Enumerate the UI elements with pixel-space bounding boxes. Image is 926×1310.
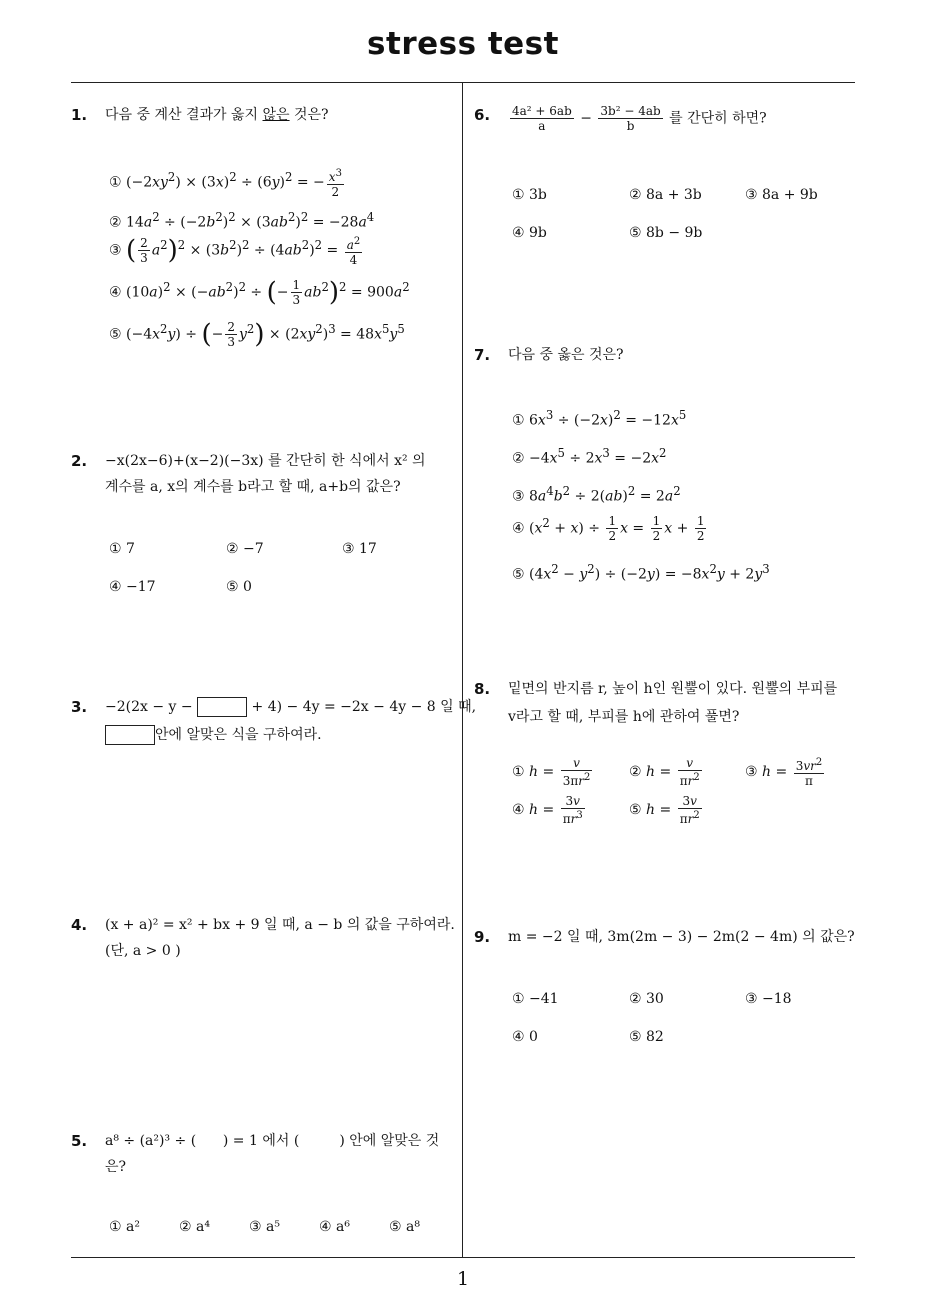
- question-text-line1: −2(2x − y − + 4) − 4y = −2x − 4y − 8 일 때,: [105, 699, 477, 715]
- question-text: 다음 중 계산 결과가 옳지 않은 것은?: [105, 107, 329, 123]
- option-5[interactable]: ⑤ a⁸: [389, 1219, 420, 1235]
- option-2[interactable]: ② −7: [226, 541, 264, 557]
- option-1[interactable]: ① h = $\frac{v}{3\pi r^2}$: [512, 756, 591, 788]
- question-number: 3.: [71, 698, 88, 716]
- question-number: 9.: [474, 928, 491, 946]
- option-3[interactable]: ③ 17: [342, 541, 377, 557]
- option-1[interactable]: ① 7: [109, 541, 135, 557]
- option-3[interactable]: ③ ( $\frac{2}{3}$ $a^2)^2 \times (3b^2)^2 \div (4ab^2)^2$ = $\frac{a^2}{4}$: [109, 235, 361, 267]
- option-5[interactable]: ⑤ h = $\frac{3v}{\pi r^2}$: [629, 794, 700, 826]
- option-4[interactable]: ④ −17: [109, 579, 156, 595]
- option-3[interactable]: ③ $8a^4b^2 \div 2(ab)^2 = 2a^2$: [512, 484, 681, 505]
- option-2[interactable]: ② h = $\frac{v}{\pi r^2}$: [629, 756, 700, 788]
- option-4[interactable]: ④ 9b: [512, 225, 547, 241]
- question-3: [71, 694, 477, 754]
- option-4[interactable]: ④ $(10a)^2 \times (-ab^2)^2$ ÷ (− $\frac{1}{3}$ $ab^2)^2 = 900a^2$: [109, 277, 410, 308]
- question-8: [474, 676, 859, 836]
- option-1[interactable]: ① −41: [512, 991, 559, 1007]
- answer-box: [197, 697, 247, 717]
- question-text-line2: 계수를 a, x의 계수를 b라고 할 때, a+b의 값은?: [105, 479, 401, 495]
- question-text-line1: −x(2x−6)+(x−2)(−3x) 를 간단히 한 식에서 x² 의: [105, 453, 426, 469]
- option-1[interactable]: ① a²: [109, 1219, 140, 1235]
- question-1: [71, 102, 456, 362]
- page-title: stress test: [367, 26, 559, 62]
- option-5[interactable]: ⑤ 82: [629, 1029, 664, 1045]
- question-number: 4.: [71, 916, 88, 934]
- option-4[interactable]: ④ h = $\frac{3v}{\pi r^3}$: [512, 794, 583, 826]
- question-text-line2: (단, a > 0 ): [105, 943, 181, 959]
- option-3[interactable]: ③ −18: [745, 991, 792, 1007]
- option-1[interactable]: ① $(-2xy^2) \times (3x)^2 \div (6y)^2$ = − $\frac{x^3}{2}$: [109, 167, 342, 199]
- footer-rule: [71, 1257, 855, 1258]
- option-2[interactable]: ② 30: [629, 991, 664, 1007]
- option-2[interactable]: ② $-4x^5 \div 2x^3 = -2x^2$: [512, 446, 667, 467]
- option-3[interactable]: ③ h = $\frac{3vr^2}{\pi}$: [745, 757, 823, 788]
- question-7: [474, 342, 859, 582]
- option-5[interactable]: ⑤ 0: [226, 579, 252, 595]
- question-number: 7.: [474, 346, 491, 364]
- option-4[interactable]: ④ a⁶: [319, 1219, 350, 1235]
- option-4[interactable]: ④ 0: [512, 1029, 538, 1045]
- option-2[interactable]: ② a⁴: [179, 1219, 210, 1235]
- header-rule: [71, 82, 855, 83]
- question-text-line2: 안에 알맞은 식을 구하여라.: [105, 722, 322, 748]
- option-3[interactable]: ③ a⁵: [249, 1219, 280, 1235]
- question-number: 8.: [474, 680, 491, 698]
- option-5[interactable]: ⑤ $(4x^2 - y^2) \div (-2y) = -8x^2y + 2y^3$: [512, 562, 770, 583]
- option-5[interactable]: ⑤ $(-4x^2y)$ ÷ (− $\frac{2}{3}$ $y^2) \times (2xy^2)^3 = 48x^5y^5$: [109, 319, 405, 350]
- question-number: 2.: [71, 452, 88, 470]
- question-text-line2: v라고 할 때, 부피를 h에 관하여 풀면?: [508, 709, 740, 725]
- question-text-line2: 은?: [105, 1159, 127, 1175]
- question-number: 1.: [71, 106, 88, 124]
- option-2[interactable]: ② 8a + 3b: [629, 187, 702, 203]
- page-number: 1: [456, 1268, 470, 1290]
- question-text-line1: (x + a)² = x² + bx + 9 일 때, a − b 의 값을 구하여라.: [105, 917, 455, 933]
- question-number: 5.: [71, 1132, 88, 1150]
- question-6: [474, 102, 859, 242]
- question-text: 다음 중 옳은 것은?: [508, 347, 624, 363]
- question-2: [71, 448, 456, 598]
- question-4: [71, 912, 459, 972]
- question-9: [474, 924, 859, 1054]
- question-number: 6.: [474, 106, 491, 124]
- option-3[interactable]: ③ 8a + 9b: [745, 187, 818, 203]
- question-text-line1: 밑면의 반지름 r, 높이 h인 원뿔이 있다. 원뿔의 부피를: [508, 681, 838, 697]
- option-1[interactable]: ① 3b: [512, 187, 547, 203]
- option-4[interactable]: ④ $(x^2 + x)$ ÷ $\frac{1}{2}$ x = $\frac{1}{2}$ x + $\frac{1}{2}$: [512, 514, 705, 544]
- question-text-line1: a⁸ ÷ (a²)³ ÷ ( ) = 1 에서 ( ) 안에 알맞은 것: [105, 1133, 440, 1149]
- option-5[interactable]: ⑤ 8b − 9b: [629, 225, 703, 241]
- option-2[interactable]: ② $14a^2 \div (-2b^2)^2 \times (3ab^2)^2 = -28a^4$: [109, 210, 375, 231]
- question-5: [71, 1128, 459, 1238]
- question-text: $\frac{\text{4a² + 6ab}}{a}$ − $\frac{\text{3b² − 4ab}}{b}$ 를 간단히 하면?: [512, 104, 767, 133]
- option-1[interactable]: ① $6x^3 \div (-2x)^2 = -12x^5$: [512, 408, 687, 429]
- answer-box: [105, 725, 155, 745]
- column-divider: [462, 83, 463, 1257]
- question-text: m = −2 일 때, 3m(2m − 3) − 2m(2 − 4m) 의 값은?: [508, 929, 855, 945]
